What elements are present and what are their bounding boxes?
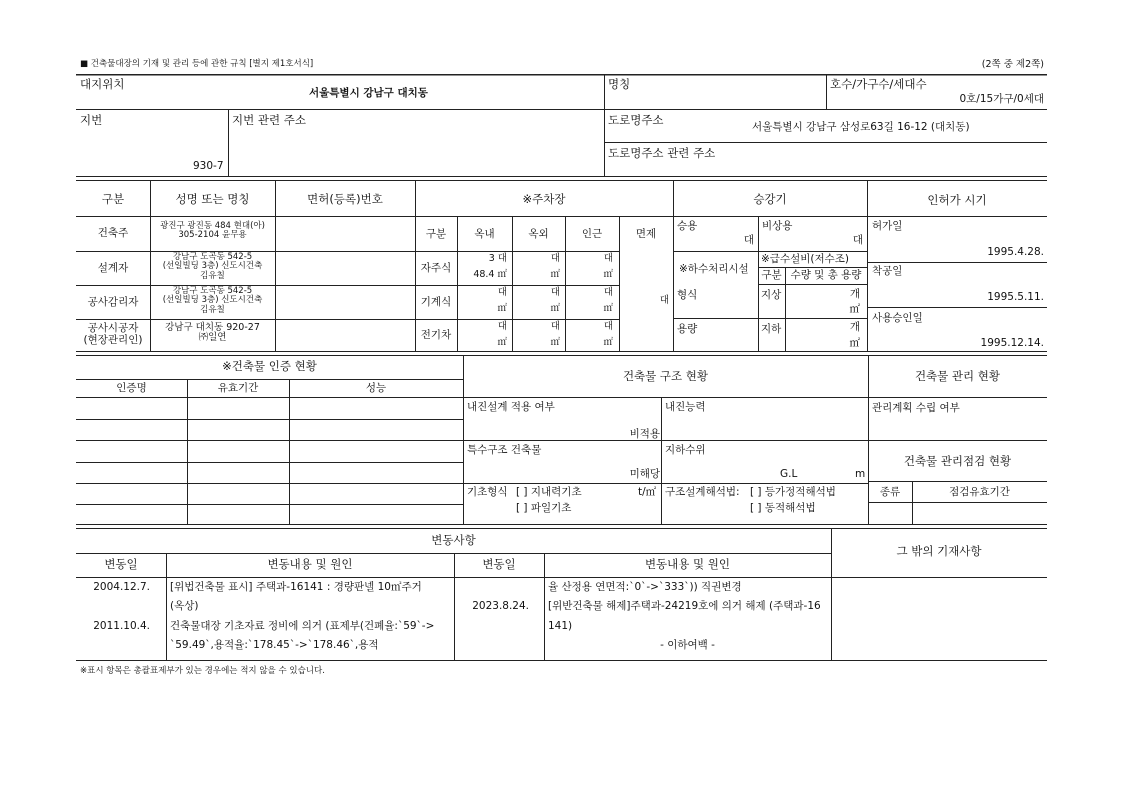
water-below-area-unit: ㎡ <box>849 337 860 349</box>
parking-cell: 대 <box>603 287 613 298</box>
change-line: 141) <box>548 620 573 632</box>
mgmt-col-type: 종류 <box>879 486 901 498</box>
parking-col-type: 구분 <box>425 228 447 240</box>
parking-col-outdoor: 옥외 <box>528 228 549 240</box>
mgmt-title: 건축물 관리 현황 <box>914 369 1001 383</box>
people-header-name: 성명 또는 명칭 <box>175 192 250 206</box>
changes-col-date: 변동일 <box>104 557 138 571</box>
road-related-label: 도로명주소 관련 주소 <box>608 146 716 160</box>
special-structure-value: 미해당 <box>629 468 660 480</box>
designer-name: 강남구 도곡동 542-5 (선일빌딩 3층) 신도시건축 김유칠 <box>162 252 263 281</box>
parking-cell: ㎡ <box>550 303 560 314</box>
parking-cell: ㎡ <box>603 269 613 280</box>
parking-row-mechanical: 기계식 <box>420 296 452 308</box>
parking-cell: 대 <box>497 321 507 332</box>
water-col-capacity: 수량 및 총 용량 <box>790 269 862 281</box>
form-title: ■ 건축물대장의 기재 및 관리 등에 관한 규칙 [별지 제1호서식] <box>80 59 314 69</box>
parking-cell: 대 <box>603 253 613 264</box>
permit-date-label: 허가일 <box>872 220 903 232</box>
parking-cell: 대 <box>550 253 560 264</box>
groundwater-gl: G.L <box>780 468 798 480</box>
parking-cell: 대 <box>550 287 560 298</box>
approval-date-value: 1995.12.14. <box>980 337 1044 349</box>
change-line: 건축물대장 기초자료 정비에 의거 (표제부(건폐율:`59`-> <box>170 620 435 632</box>
contractor-name: 강남구 대치동 920-27 ㈜일연 <box>165 322 260 344</box>
special-structure-label: 특수구조 건축물 <box>467 444 542 456</box>
mgmt-col-validity: 점검유효기간 <box>949 486 1010 498</box>
approval-date-label: 사용승인일 <box>872 312 923 324</box>
mgmt-plan-label: 관리계획 수립 여부 <box>872 402 960 414</box>
role-owner: 건축주 <box>97 227 129 239</box>
parking-cell: 대 <box>603 321 613 332</box>
cert-title: ※건축물 인증 현황 <box>222 359 317 373</box>
parking-row-ev: 전기차 <box>420 329 452 341</box>
change-date: 2011.10.4. <box>93 620 150 632</box>
parking-exempt-unit: 대 <box>659 295 669 306</box>
permit-date-value: 1995.4.28. <box>987 246 1044 258</box>
water-above-count-unit: 개 <box>849 288 860 300</box>
elevator-title: 승강기 <box>753 192 787 206</box>
role-supervisor: 공사감리자 <box>87 296 139 308</box>
foundation-label: 기초형식 <box>467 486 508 498</box>
seismic-capacity-label: 내진능력 <box>665 401 706 413</box>
water-below-label: 지하 <box>761 323 782 335</box>
role-contractor: 공사시공자 (현장관리인) <box>83 322 143 346</box>
change-date: 2023.8.24. <box>472 600 529 612</box>
analysis-static-checkbox[interactable]: [ ] 등가정적해석법 <box>750 486 836 498</box>
parking-cell: ㎡ <box>603 337 613 348</box>
parking-cell: ㎡ <box>550 337 560 348</box>
role-designer: 설계자 <box>97 262 129 274</box>
change-line: `59.49`,용적율:`178.45`->`178.46`,용적 <box>170 639 379 651</box>
parking-cell: ㎡ <box>550 269 560 280</box>
parking-cell: ㎡ <box>497 337 507 348</box>
parking-col-exempt: 면제 <box>635 228 657 240</box>
sewage-capacity-label: 용량 <box>677 323 698 335</box>
lot-label: 지번 <box>80 113 103 127</box>
lot-value: 930-7 <box>193 160 224 172</box>
changes-col-content: 변동내용 및 원인 <box>267 557 353 571</box>
seismic-design-value: 비적용 <box>629 428 660 440</box>
parking-col-indoor: 옥내 <box>474 228 495 240</box>
changes-title: 변동사항 <box>431 533 476 547</box>
structure-title: 건축물 구조 현황 <box>622 369 709 383</box>
foundation-pile-checkbox[interactable]: [ ] 파일기초 <box>516 502 572 514</box>
footnote: ※표시 항목은 총괄표제부가 있는 경우에는 적지 않을 수 있습니다. <box>80 666 325 676</box>
end-of-entries: - 이하여백 - <box>660 639 715 651</box>
changes-col-date-2: 변동일 <box>482 557 516 571</box>
change-line: 율 산정용 연면적:`0`->`333`)) 직권변경 <box>548 581 742 593</box>
parking-title: ※주차장 <box>522 192 566 206</box>
foundation-bearing-checkbox[interactable]: [ ] 지내력기초 <box>516 486 582 498</box>
parking-cell: 대 <box>497 287 507 298</box>
road-address-label: 도로명주소 <box>608 113 664 127</box>
parking-row-self: 자주식 <box>420 262 452 274</box>
people-header-role: 구분 <box>101 192 125 206</box>
water-col-type: 구분 <box>761 269 782 281</box>
elevator-emergency-unit: 대 <box>852 234 863 246</box>
elevator-emergency-label: 비상용 <box>762 220 793 232</box>
elevator-passenger-label: 승용 <box>677 220 698 232</box>
units-label: 호수/가구수/세대수 <box>830 77 927 91</box>
permits-title: 인허가 시기 <box>927 193 987 207</box>
lot-related-label: 지번 관련 주소 <box>232 113 306 127</box>
owner-name: 광진구 광진동 484 현대(아) 305-2104 윤무용 <box>160 221 265 241</box>
water-below-count-unit: 개 <box>849 321 860 333</box>
page-number: (2쪽 중 제2쪽) <box>981 59 1044 70</box>
water-label: ※급수설비(저수조) <box>761 253 849 265</box>
seismic-design-label: 내진설계 적용 여부 <box>467 401 555 413</box>
change-date: 2004.12.7. <box>93 581 150 593</box>
site-label: 대지위치 <box>80 77 125 91</box>
sewage-label: ※하수처리시설 <box>679 263 749 275</box>
start-date-label: 착공일 <box>872 265 903 277</box>
other-notes-title: 그 밖의 기재사항 <box>896 544 982 558</box>
analysis-dynamic-checkbox[interactable]: [ ] 동적해석법 <box>750 502 816 514</box>
parking-col-nearby: 인근 <box>581 228 603 240</box>
parking-cell: ㎡ <box>603 303 613 314</box>
parking-cell: 3 대 <box>488 253 507 264</box>
change-line: [위법건축물 표시] 주택과-16141 : 경량판넬 10㎡주거 <box>170 581 422 593</box>
elevator-passenger-unit: 대 <box>743 234 754 246</box>
mgmt-inspect-title: 건축물 관리점검 현황 <box>903 454 1012 468</box>
changes-col-content-2: 변동내용 및 원인 <box>644 557 731 571</box>
site-value: 서울특별시 강남구 대치동 <box>309 87 428 99</box>
water-above-area-unit: ㎡ <box>849 303 860 315</box>
road-address-value: 서울특별시 강남구 삼성로63길 16-12 (대치동) <box>752 121 970 133</box>
cert-col-performance: 성능 <box>365 382 387 394</box>
name-label: 명칭 <box>608 77 631 91</box>
parking-cell: 대 <box>550 321 560 332</box>
change-line: [위반건축물 해제]주택과-24219호에 의거 해제 (주택과-16 <box>548 600 821 612</box>
groundwater-unit: m <box>855 468 866 480</box>
cert-col-name: 인증명 <box>116 382 147 394</box>
analysis-label: 구조설계해석법: <box>665 486 740 498</box>
people-header-license: 면허(등록)번호 <box>307 192 383 206</box>
sewage-type-label: 형식 <box>677 289 698 301</box>
foundation-unit: t/㎡ <box>638 486 657 498</box>
parking-cell: 48.4 ㎡ <box>473 269 507 280</box>
parking-cell: ㎡ <box>497 303 507 314</box>
change-line: (옥상) <box>170 600 199 612</box>
units-value: 0호/15가구/0세대 <box>959 93 1044 105</box>
cert-col-validity: 유효기간 <box>217 382 259 394</box>
supervisor-name: 강남구 도곡동 542-5 (선일빌딩 3층) 신도시건축 김유칠 <box>162 286 263 315</box>
groundwater-label: 지하수위 <box>665 444 706 456</box>
water-above-label: 지상 <box>761 289 782 301</box>
start-date-value: 1995.5.11. <box>987 291 1044 303</box>
